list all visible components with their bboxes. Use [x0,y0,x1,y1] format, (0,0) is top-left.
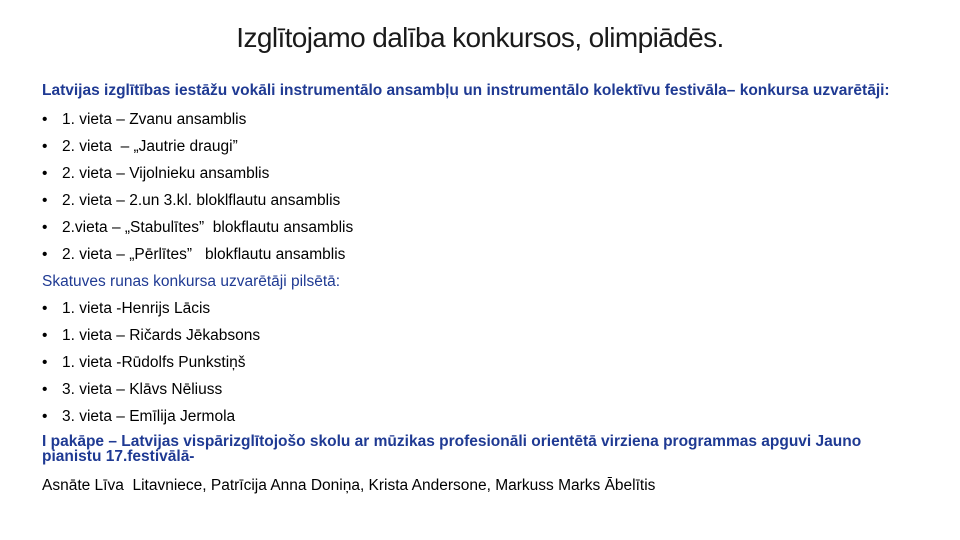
list-item: • 2.vieta – „Stabulītes” blokflautu ansamblis [42,214,922,241]
bullet-icon: • [42,381,48,398]
section-heading-speech: Skatuves runas konkursa uzvarētāji pilsētā: [42,273,341,290]
bullet-icon: • [42,327,48,344]
bullet-icon: • [42,219,48,236]
section-heading-pianists: I pakāpe – Latvijas vispārizglītojošo skolu ar mūzikas profesionāli orientētā virziena programmas apguvi Jauno pianistu 17.festivālā- [42,433,862,465]
list-item: • 1. vieta – Ričards Jēkabsons [42,322,922,349]
list-item: • 3. vieta – Klāvs Nēliuss [42,376,922,403]
bullet-icon: • [42,246,48,263]
bullet-icon: • [42,354,48,371]
bullet-icon: • [42,165,48,182]
bullet-icon: • [42,300,48,317]
list-item: • 2. vieta – Vijolnieku ansamblis [42,160,922,187]
section-heading-festival: Latvijas izglītības iestāžu vokāli instrumentālo ansambļu un instrumentālo kolektīvu festivāla– konkursa uzvarētāji: [42,82,890,99]
bullet-icon: • [42,192,48,209]
list-item: • 1. vieta -Rūdolfs Punkstiņš [42,349,922,376]
pianist-names: Asnāte Līva Litavniece, Patrīcija Anna Doniņa, Krista Andersone, Markuss Marks Ābelītis [42,477,656,494]
bullet-icon: • [42,408,48,425]
bullet-icon: • [42,111,48,128]
list-item: • 2. vieta – „Jautrie draugi” [42,133,922,160]
list-item: • 3. vieta – Emīlija Jermola [42,403,922,430]
list-item: • 2. vieta – 2.un 3.kl. bloklflautu ansamblis [42,187,922,214]
slide-title: Izglītojamo dalība konkursos, olimpiādēs. [236,22,724,53]
list-item: • 1. vieta – Zvanu ansamblis [42,106,922,133]
bullet-icon: • [42,138,48,155]
list-item: • 1. vieta -Henrijs Lācis [42,295,922,322]
list-item: • 2. vieta – „Pērlītes” blokflautu ansamblis [42,241,922,268]
slide-content [42,79,922,499]
